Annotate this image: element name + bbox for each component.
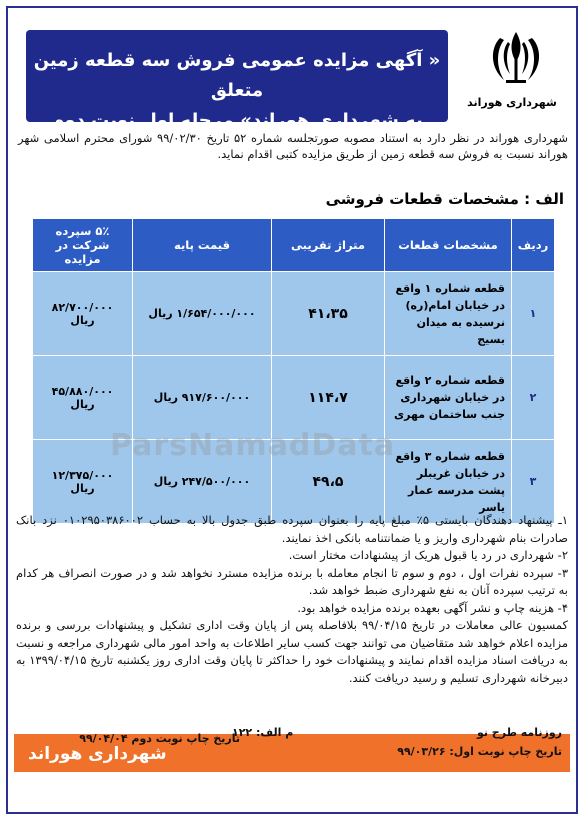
lot-area: ۴۱،۳۵ <box>272 272 385 356</box>
first-print-date: تاریخ چاپ نوبت اول: ۹۹/۰۳/۲۶ <box>397 745 562 758</box>
iran-emblem-icon <box>470 28 562 88</box>
col-header-description: مشخصات قطعات <box>385 219 512 272</box>
condition-item: ۲- شهرداری در رد یا قبول هریک از پیشنهادات مختار است. <box>288 548 568 562</box>
lot-description: قطعه شماره ۳ واقع در خیابان غریبلر پشت مدرسه عمار یاسر <box>385 440 512 524</box>
col-header-row-num: ردیف <box>512 219 555 272</box>
intro-paragraph: شهرداری هوراند در نظر دارد به استناد مصوبه صورتجلسه شماره ۵۲ تاریخ ۹۹/۰۲/۳۰ شورای محترم اسلامی شهر هوراند نسبت به فروش سه قطعه زمین از طریق مزایده کتبی اقدام نماید. <box>18 131 568 161</box>
row-number: ۳ <box>512 440 555 524</box>
ad-title-line2: به شهرداری هوراند» مرحله اول نوبت دوم <box>51 110 423 131</box>
condition-item: ۳- سپرده نفرات اول ، دوم و سوم تا انجام معامله با برنده مزایده مسترد نخواهد شد و در صورت انصراف هر کدام به ترتیب سپرده آنان به نفع شهرداری ضبط خواهد شد. <box>16 565 568 597</box>
col-header-base-price: قیمت پایه <box>133 219 272 272</box>
footer <box>14 724 570 774</box>
condition-item: ۴- هزینه چاپ و نشر آگهی بعهده برنده مزایده خواهد بود. <box>297 600 568 615</box>
lot-area: ۴۹،۵ <box>272 440 385 524</box>
table-row <box>33 272 555 356</box>
condition-item: کمسیون عالی معاملات در تاریخ ۹۹/۰۴/۱۵ بلافاصله پس از پایان وقت اداری تشکیل و پیشنهادات بررسی و برنده مزایده اعلام خواهد شد متقاضیان می توانند جهت کسب سایر اطلاعات به واحد امور مالی شهرداری مراجعه و نسبت به دریافت اسناد مزایده اقدام نمایند و پیشنهادات خود را حداکثر تا پایان وقت اداری روز یکشنبه تاریخ ۱۳۹۹/۰۴/۱۵ به دبیرخانه شهرداری تسلیم و رسید دریافت کنند. <box>16 618 568 685</box>
conditions-list <box>16 512 568 687</box>
footer-meta <box>232 724 562 760</box>
emblem-caption: شهرداری هوراند <box>467 96 557 109</box>
reference-number: م الف: ۱۲۲ <box>232 726 294 739</box>
lot-base-price: ۲۴۷/۵۰۰/۰۰۰ ریال <box>133 440 272 524</box>
lots-table <box>32 218 555 524</box>
second-print-date: تاریخ چاپ نوبت دوم ۹۹/۰۴/۰۴ <box>79 732 240 745</box>
lot-area: ۱۱۴،۷ <box>272 356 385 440</box>
table-header-row <box>33 219 555 272</box>
table-row <box>33 356 555 440</box>
newspaper-name: روزنامه طرح نو <box>476 726 562 739</box>
footer-issuer: شهرداری هوراند <box>28 744 167 764</box>
lot-deposit: ۱۲/۳۷۵/۰۰۰ ریال <box>33 440 133 524</box>
lot-deposit: ۸۲/۷۰۰/۰۰۰ ریال <box>33 272 133 356</box>
lot-description: قطعه شماره ۱ واقع در خیابان امام(ره) نرسیده به میدان بسیج <box>385 272 512 356</box>
row-number: ۱ <box>512 272 555 356</box>
lot-deposit: ۴۵/۸۸۰/۰۰۰ ریال <box>33 356 133 440</box>
col-header-deposit: ۵٪ سپرده شرکت در مزایده <box>33 219 133 272</box>
ad-title-box <box>26 30 448 131</box>
col-header-area: متراژ تقریبی <box>272 219 385 272</box>
row-number: ۲ <box>512 356 555 440</box>
condition-item: ۱ـ پیشنهاد دهندگان بایستی ۵٪ مبلغ پایه را بعنوان سپرده طبق جدول بالا به حساب ۰۱۰۲۹۵۰۳۸۶۰۰۲ نزد بانک صادرات بنام شهرداری واریز و یا ضمانتنامه بانکی اخذ نمایند. <box>16 513 568 545</box>
ad-title-line1: « آگهی مزایده عمومی فروش سه قطعه زمین متعلق <box>33 50 441 101</box>
section-title: الف : مشخصات قطعات فروشی <box>325 190 564 208</box>
lot-base-price: ۹۱۷/۶۰۰/۰۰۰ ریال <box>133 356 272 440</box>
watermark: ParsNamadData <box>110 428 396 463</box>
lot-base-price: ۱/۶۵۴/۰۰۰/۰۰۰ ریال <box>133 272 272 356</box>
lot-description: قطعه شماره ۲ واقع در خیابان شهرداری جنب ساختمان مهری <box>385 356 512 440</box>
